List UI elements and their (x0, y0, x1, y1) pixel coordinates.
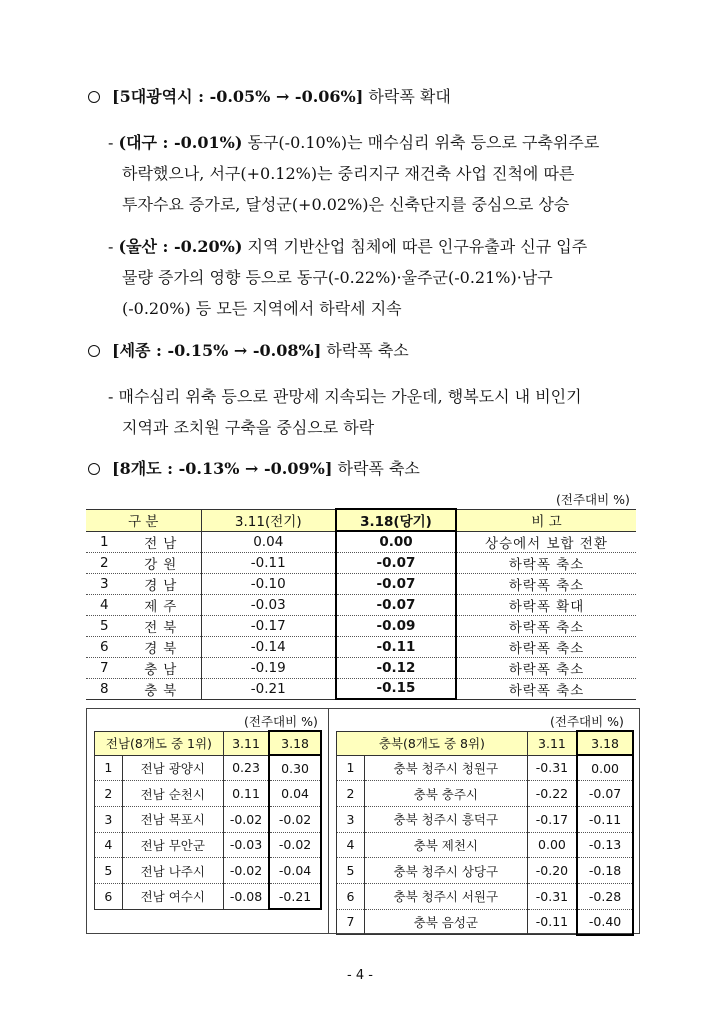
row-name: 전남 광양시 (122, 755, 223, 781)
paragraph-line (122, 267, 553, 289)
row-region: 제주 (126, 594, 201, 615)
table-row (86, 573, 636, 594)
chungbuk-unit-label: (전주대비 %) (550, 714, 624, 729)
table-row (86, 552, 636, 573)
row-index: 2 (86, 552, 126, 573)
table-header-row (86, 509, 636, 531)
table-row (95, 781, 322, 807)
table-header-row (337, 731, 634, 755)
row-index: 1 (337, 755, 365, 781)
header-prev: 3.11(전기) (201, 509, 336, 531)
paragraph-text: 하락했으나, 서구(+0.12%)는 중리지구 재건축 사업 진척에 따른 (122, 164, 575, 183)
table-row (86, 657, 636, 678)
row-current-value: 0.00 (336, 531, 456, 552)
row-region: 전북 (126, 615, 201, 636)
row-current-value: 0.30 (269, 755, 321, 781)
jeonnam-unit-label: (전주대비 %) (244, 714, 318, 729)
paragraph-text: 지역 기반산업 침체에 따른 인구유출과 신규 입주 (242, 237, 588, 256)
paragraph-line (122, 163, 574, 185)
row-current-value: -0.21 (269, 883, 321, 909)
row-note: 하락폭 축소 (456, 552, 636, 573)
row-prev-value: -0.02 (223, 858, 269, 884)
dash-marker: - (108, 133, 119, 152)
row-current-value: -0.12 (336, 657, 456, 678)
row-note: 하락폭 확대 (456, 594, 636, 615)
page-number: - 4 - (347, 968, 373, 983)
row-prev-value: -0.11 (527, 909, 577, 935)
row-name: 전남 순천시 (122, 781, 223, 807)
table-row (95, 755, 322, 781)
row-prev-value: -0.11 (201, 552, 336, 573)
section-metro (88, 86, 451, 108)
row-name: 충북 충주시 (364, 781, 527, 807)
section-heading: [세종 : -0.15% → -0.08%] (112, 341, 322, 360)
circle-bullet-icon (88, 91, 100, 103)
row-prev-value: -0.17 (527, 806, 577, 832)
row-index: 7 (337, 909, 365, 935)
row-region: 경남 (126, 573, 201, 594)
row-prev-value: -0.31 (527, 883, 577, 909)
row-current-value: -0.04 (269, 858, 321, 884)
row-prev-value: -0.08 (223, 883, 269, 909)
row-current-value: -0.02 (269, 832, 321, 858)
row-name: 전남 여수시 (122, 883, 223, 909)
row-note: 하락폭 축소 (456, 636, 636, 657)
row-name: 충북 청주시 서원구 (364, 883, 527, 909)
dash-marker: - (108, 387, 119, 406)
row-current-value: -0.11 (336, 636, 456, 657)
section-heading: [5대광역시 : -0.05% → -0.06%] (112, 87, 364, 106)
table-row (337, 832, 634, 858)
row-prev-value: -0.31 (527, 755, 577, 781)
row-prev-value: -0.22 (527, 781, 577, 807)
header-current: 3.18(당기) (336, 509, 456, 531)
paragraph-text: 투자수요 증가로, 달성군(+0.02%)은 신축단지를 중심으로 상승 (122, 195, 570, 214)
dash-marker: - (108, 237, 119, 256)
row-current-value: -0.15 (336, 678, 456, 699)
row-index: 2 (95, 781, 123, 807)
row-prev-value: -0.14 (201, 636, 336, 657)
row-prev-value: -0.02 (223, 806, 269, 832)
row-note: 하락폭 축소 (456, 615, 636, 636)
row-name: 충북 제천시 (364, 832, 527, 858)
row-region: 충북 (126, 678, 201, 699)
row-name: 전남 목포시 (122, 806, 223, 832)
row-index: 4 (86, 594, 126, 615)
header-category: 구 분 (86, 509, 201, 531)
row-prev-value: -0.10 (201, 573, 336, 594)
table-row (86, 615, 636, 636)
table-row (337, 858, 634, 884)
paragraph-line (108, 132, 599, 154)
section-text: 하락폭 축소 (321, 341, 409, 360)
row-prev-value: -0.19 (201, 657, 336, 678)
row-current-value: -0.40 (577, 909, 633, 935)
section-text: 하락폭 확대 (363, 87, 451, 106)
header-note: 비 고 (456, 509, 636, 531)
header-prev: 3.11 (527, 731, 577, 755)
row-index: 3 (86, 573, 126, 594)
row-current-value: -0.02 (269, 806, 321, 832)
section-heading: [8개도 : -0.13% → -0.09%] (112, 459, 333, 478)
row-current-value: 0.00 (577, 755, 633, 781)
chungbuk-table (336, 730, 634, 936)
row-region: 강원 (126, 552, 201, 573)
row-note: 하락폭 축소 (456, 573, 636, 594)
row-current-value: -0.11 (577, 806, 633, 832)
row-prev-value: -0.20 (527, 858, 577, 884)
row-current-value: -0.13 (577, 832, 633, 858)
table-row (86, 636, 636, 657)
row-index: 1 (86, 531, 126, 552)
row-prev-value: -0.03 (201, 594, 336, 615)
row-index: 4 (337, 832, 365, 858)
row-current-value: -0.07 (336, 573, 456, 594)
row-note: 하락폭 축소 (456, 678, 636, 699)
row-index: 6 (86, 636, 126, 657)
paragraph-text: 물량 증가의 영향 등으로 동구(-0.22%)·울주군(-0.21%)·남구 (122, 268, 553, 287)
circle-bullet-icon (88, 463, 100, 475)
row-current-value: 0.04 (269, 781, 321, 807)
row-index: 6 (95, 883, 123, 909)
row-prev-value: -0.21 (201, 678, 336, 699)
section-sejong (88, 340, 409, 362)
row-name: 충북 청주시 청원구 (364, 755, 527, 781)
row-index: 6 (337, 883, 365, 909)
row-region: 충남 (126, 657, 201, 678)
row-index: 4 (95, 832, 123, 858)
row-current-value: -0.07 (336, 552, 456, 573)
row-index: 5 (337, 858, 365, 884)
provinces-table (86, 508, 636, 700)
row-name: 전남 무안군 (122, 832, 223, 858)
header-current: 3.18 (577, 731, 633, 755)
table-row (95, 858, 322, 884)
paragraph-heading: (울산 : -0.20%) (118, 237, 243, 256)
paragraph-line (108, 236, 587, 258)
row-current-value: -0.18 (577, 858, 633, 884)
row-current-value: -0.07 (577, 781, 633, 807)
paragraph-line (122, 417, 374, 439)
row-note: 상승에서 보합 전환 (456, 531, 636, 552)
row-index: 7 (86, 657, 126, 678)
header-prev: 3.11 (223, 731, 269, 755)
row-current-value: -0.07 (336, 594, 456, 615)
row-prev-value: 0.04 (201, 531, 336, 552)
header-jeonnam: 전남(8개도 중 1위) (95, 731, 224, 755)
row-index: 8 (86, 678, 126, 699)
row-region: 전남 (126, 531, 201, 552)
table-row (86, 594, 636, 615)
row-name: 충북 청주시 흥덕구 (364, 806, 527, 832)
paragraph-heading: (대구 : -0.01%) (118, 133, 243, 152)
row-prev-value: -0.03 (223, 832, 269, 858)
table-row (337, 781, 634, 807)
row-name: 충북 청주시 상당구 (364, 858, 527, 884)
paragraph-text: 동구(-0.10%)는 매수심리 위축 등으로 구축위주로 (242, 133, 600, 152)
jeonnam-table (94, 730, 322, 910)
row-prev-value: -0.17 (201, 615, 336, 636)
row-region: 경북 (126, 636, 201, 657)
row-index: 2 (337, 781, 365, 807)
row-index: 3 (95, 806, 123, 832)
row-name: 전남 나주시 (122, 858, 223, 884)
row-prev-value: 0.00 (527, 832, 577, 858)
paragraph-text: 지역과 조치원 구축을 중심으로 하락 (122, 418, 375, 437)
paragraph-text: (-0.20%) 등 모든 지역에서 하락세 지속 (122, 299, 402, 318)
table-row (337, 909, 634, 935)
row-note: 하락폭 축소 (456, 657, 636, 678)
paragraph-line (122, 298, 402, 320)
table-row (95, 806, 322, 832)
table-row (86, 531, 636, 552)
row-name: 충북 음성군 (364, 909, 527, 935)
row-current-value: -0.28 (577, 883, 633, 909)
header-chungbuk: 충북(8개도 중 8위) (337, 731, 528, 755)
table-row (337, 806, 634, 832)
table-row (95, 883, 322, 909)
table-row (95, 832, 322, 858)
paragraph-line (108, 386, 582, 408)
row-index: 5 (86, 615, 126, 636)
paragraph-text: 매수심리 위축 등으로 관망세 지속되는 가운데, 행복도시 내 비인기 (118, 387, 582, 406)
table-row (337, 755, 634, 781)
box-divider (328, 708, 329, 934)
row-prev-value: 0.11 (223, 781, 269, 807)
table-header-row (95, 731, 322, 755)
section-text: 하락폭 축소 (332, 459, 420, 478)
section-provinces (88, 458, 420, 480)
table-row (337, 883, 634, 909)
paragraph-line (122, 194, 569, 216)
row-prev-value: 0.23 (223, 755, 269, 781)
header-current: 3.18 (269, 731, 321, 755)
circle-bullet-icon (88, 345, 100, 357)
table-row (86, 678, 636, 699)
row-current-value: -0.09 (336, 615, 456, 636)
row-index: 1 (95, 755, 123, 781)
row-index: 3 (337, 806, 365, 832)
table-unit-label: (전주대비 %) (556, 492, 630, 507)
row-index: 5 (95, 858, 123, 884)
